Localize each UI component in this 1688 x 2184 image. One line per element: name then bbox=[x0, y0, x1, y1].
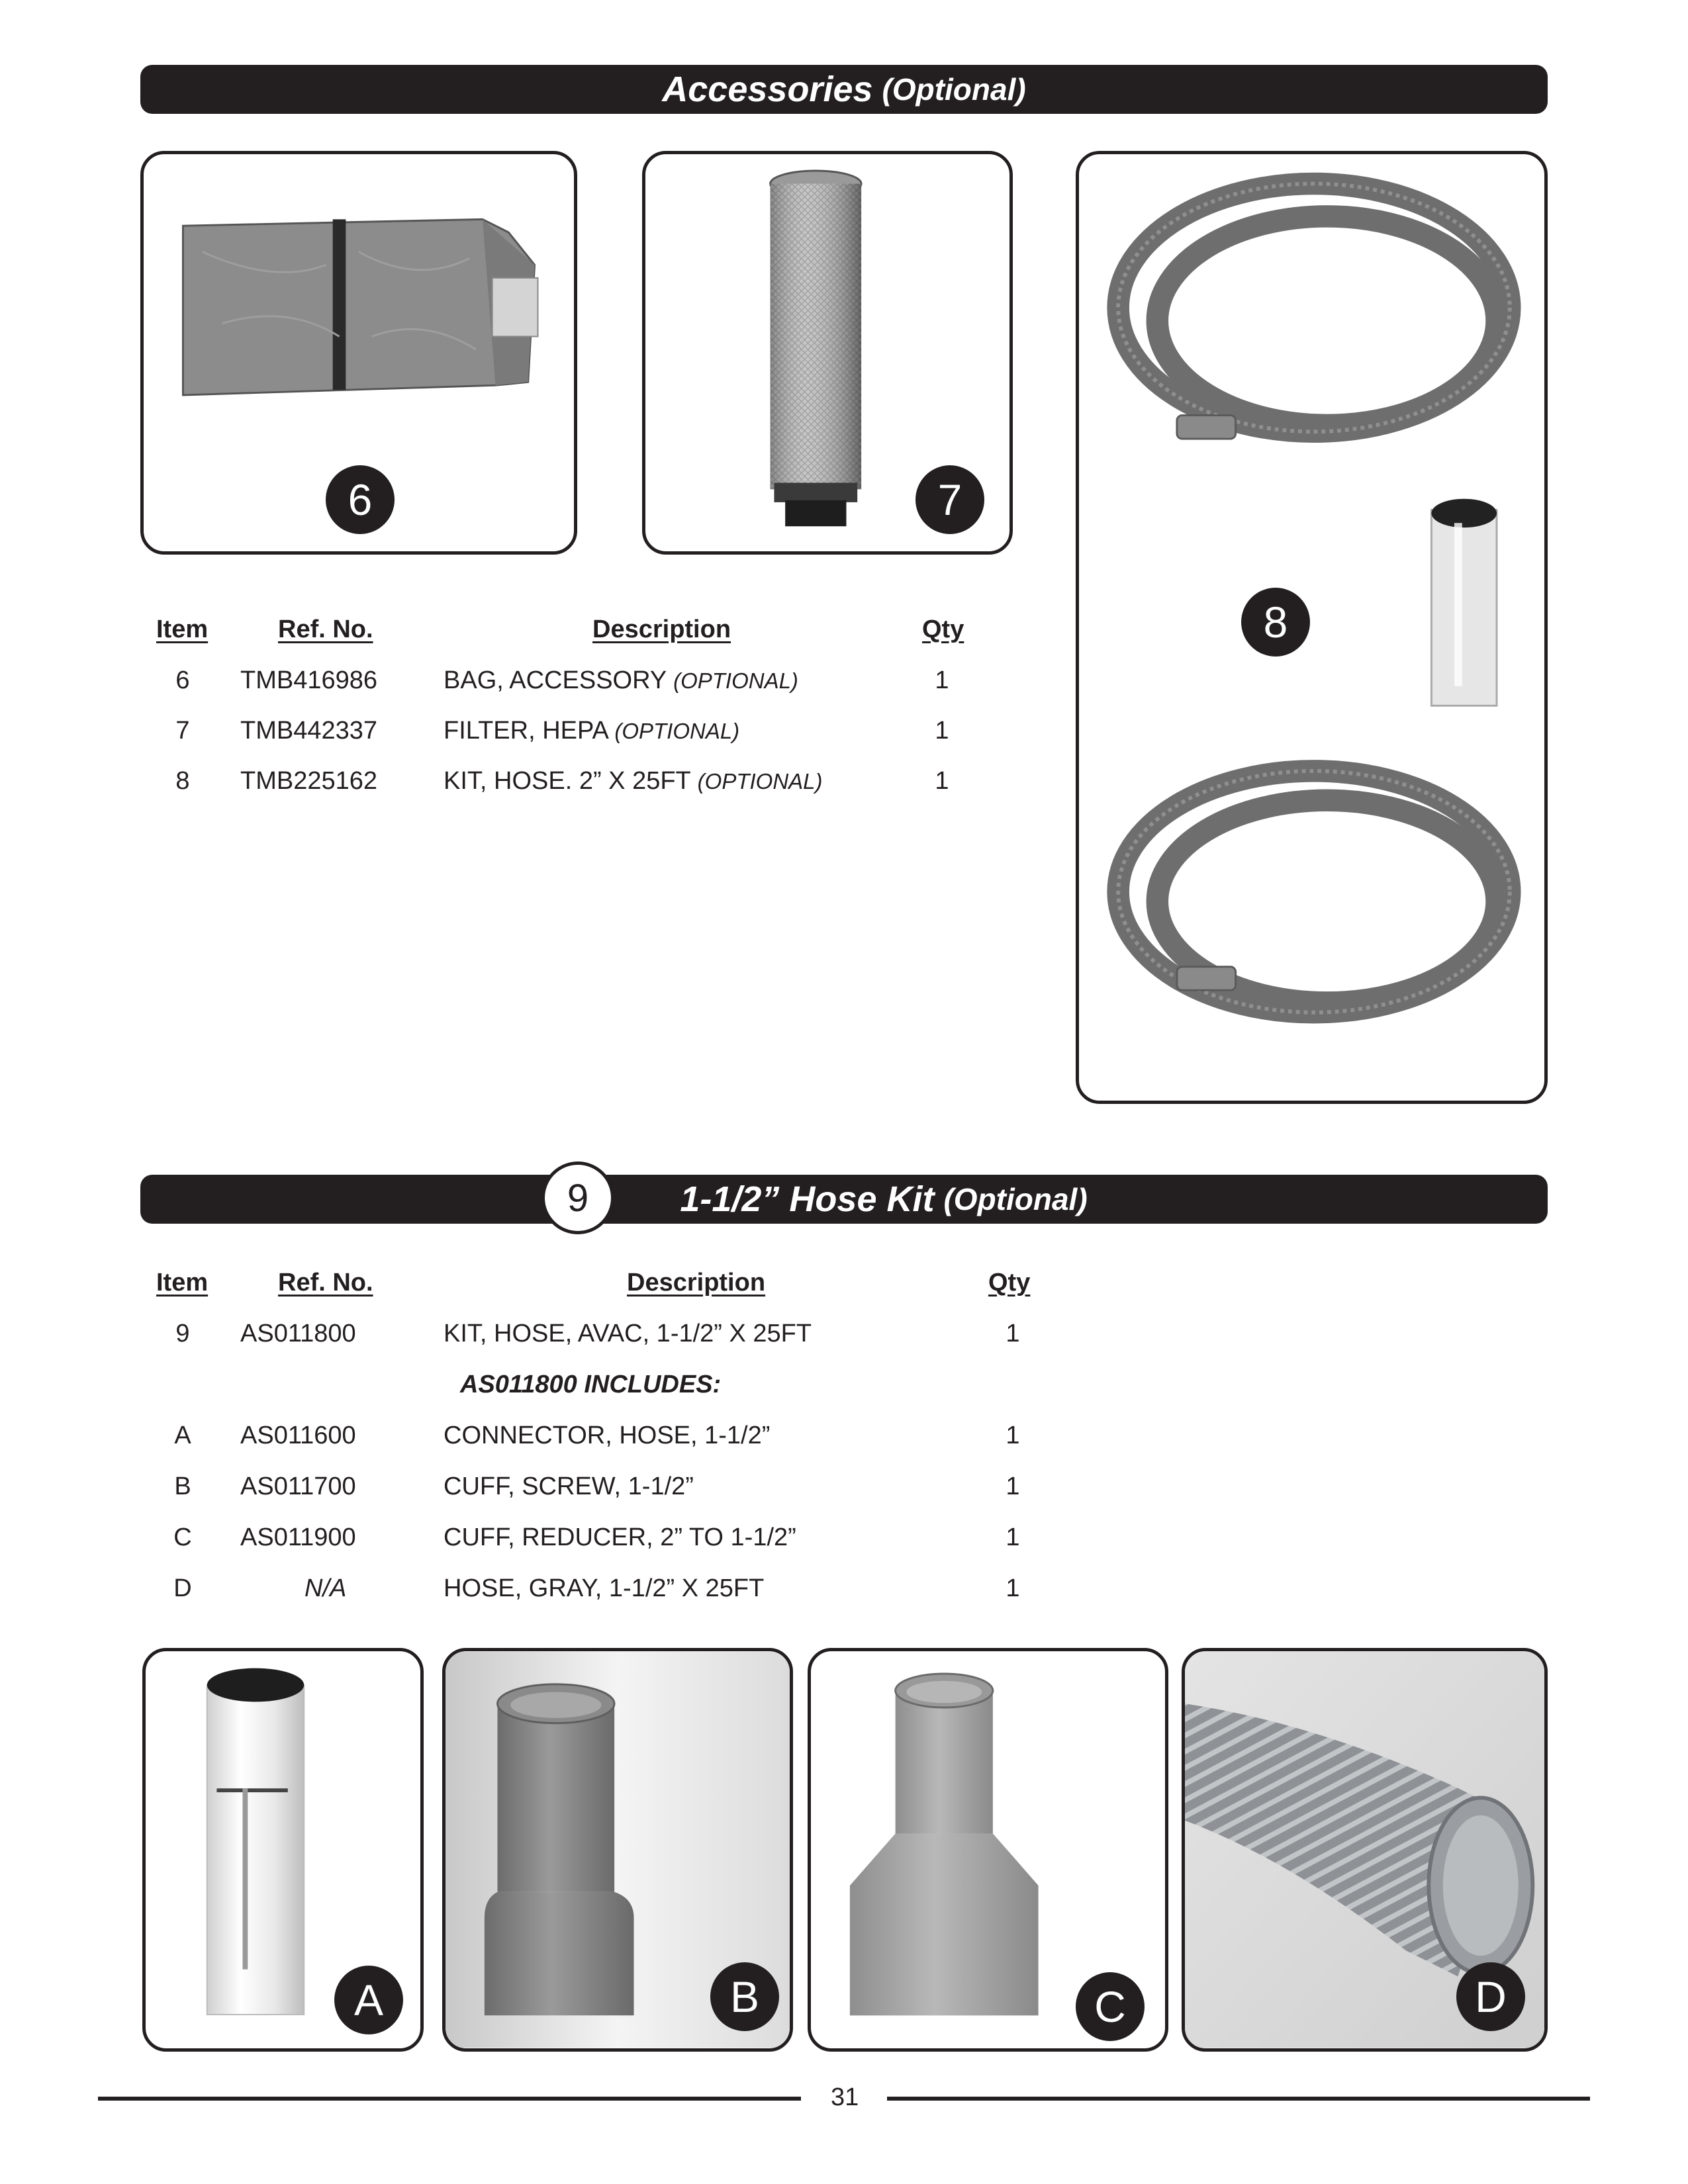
col-header-ref-no: Ref. No. bbox=[278, 615, 373, 643]
row-ref-no: AS011800 bbox=[240, 1320, 356, 1347]
callout-8: 8 bbox=[1241, 588, 1310, 657]
row-qty: 1 bbox=[935, 717, 949, 745]
row-ref-no: TMB225162 bbox=[240, 767, 378, 795]
col-header-description: Description bbox=[627, 1269, 766, 1297]
section-title: Accessories bbox=[662, 69, 873, 109]
callout-9: 9 bbox=[541, 1161, 614, 1234]
row-description: HOSE, GRAY, 1-1/2” X 25FT bbox=[444, 1574, 765, 1602]
section-optional-label: (Optional) bbox=[882, 72, 1026, 107]
callout-c: C bbox=[1076, 1972, 1145, 2041]
connector-photo-box bbox=[142, 1648, 424, 2052]
row-description: CUFF, REDUCER, 2” TO 1-1/2” bbox=[444, 1524, 796, 1551]
row-qty: 1 bbox=[1006, 1524, 1020, 1551]
row-item: 7 bbox=[175, 717, 190, 745]
row-qty: 1 bbox=[935, 767, 949, 795]
page-number: 31 bbox=[831, 2083, 859, 2111]
reducer-cuff-photo-box bbox=[808, 1648, 1168, 2052]
row-ref-no: AS011700 bbox=[240, 1473, 356, 1500]
row-description bbox=[444, 767, 823, 796]
row-ref-no: AS011600 bbox=[240, 1422, 356, 1449]
row-desc-note: (OPTIONAL) bbox=[697, 769, 823, 794]
row-description: CONNECTOR, HOSE, 1-1/2” bbox=[444, 1422, 771, 1449]
row-item: 6 bbox=[175, 666, 190, 694]
col-header-item: Item bbox=[156, 1269, 209, 1297]
callout-a: A bbox=[334, 1966, 403, 2034]
row-item: 9 bbox=[175, 1320, 190, 1347]
callout-7: 7 bbox=[915, 465, 984, 534]
row-item: A bbox=[174, 1422, 191, 1449]
col-header-qty: Qty bbox=[922, 615, 964, 643]
row-qty: 1 bbox=[1006, 1422, 1020, 1449]
includes-label: AS011800 INCLUDES: bbox=[460, 1371, 722, 1398]
row-description bbox=[444, 666, 798, 695]
row-item: D bbox=[173, 1574, 192, 1602]
hose-kit-header-title bbox=[140, 1175, 1548, 1224]
row-ref-no: TMB442337 bbox=[240, 717, 378, 745]
section-title: 1-1/2” Hose Kit bbox=[680, 1179, 935, 1219]
callout-b: B bbox=[710, 1962, 779, 2031]
row-qty: 1 bbox=[935, 666, 949, 694]
footer-rule-left bbox=[98, 2097, 801, 2101]
callout-d: D bbox=[1456, 1962, 1525, 2031]
row-ref-no: TMB416986 bbox=[240, 666, 378, 694]
screw-cuff-photo-box bbox=[442, 1648, 793, 2052]
row-desc-text: FILTER, HEPA bbox=[444, 717, 608, 745]
row-description: KIT, HOSE, AVAC, 1-1/2” X 25FT bbox=[444, 1320, 812, 1347]
row-item: C bbox=[173, 1524, 192, 1551]
row-qty: 1 bbox=[1006, 1473, 1020, 1500]
row-ref-no: AS011900 bbox=[240, 1524, 356, 1551]
row-description: CUFF, SCREW, 1-1/2” bbox=[444, 1473, 694, 1500]
col-header-description: Description bbox=[592, 615, 731, 643]
row-description bbox=[444, 717, 739, 745]
row-desc-note: (OPTIONAL) bbox=[673, 668, 798, 693]
row-qty: 1 bbox=[1006, 1320, 1020, 1347]
callout-6: 6 bbox=[326, 465, 395, 534]
row-ref-no: N/A bbox=[305, 1574, 347, 1602]
accessories-header-title bbox=[140, 65, 1548, 114]
accessories-header-bar bbox=[140, 65, 1548, 114]
row-desc-note: (OPTIONAL) bbox=[614, 719, 740, 743]
row-desc-text: BAG, ACCESSORY bbox=[444, 666, 667, 694]
row-desc-text: KIT, HOSE. 2” X 25FT bbox=[444, 767, 691, 795]
accessory-bag-photo-box bbox=[140, 151, 577, 555]
gray-hose-photo-box bbox=[1182, 1648, 1548, 2052]
hose-kit-header-bar bbox=[140, 1175, 1548, 1224]
row-qty: 1 bbox=[1006, 1574, 1020, 1602]
hepa-filter-photo-box bbox=[642, 151, 1013, 555]
col-header-qty: Qty bbox=[988, 1269, 1031, 1297]
hose-kit-illustration bbox=[1079, 154, 1544, 1101]
section-optional-label: (Optional) bbox=[943, 1182, 1088, 1216]
row-item: B bbox=[174, 1473, 191, 1500]
col-header-ref-no: Ref. No. bbox=[278, 1269, 373, 1297]
col-header-item: Item bbox=[156, 615, 209, 643]
hose-kit-photo-box bbox=[1076, 151, 1548, 1104]
row-item: 8 bbox=[175, 767, 190, 795]
footer-rule-right bbox=[887, 2097, 1590, 2101]
